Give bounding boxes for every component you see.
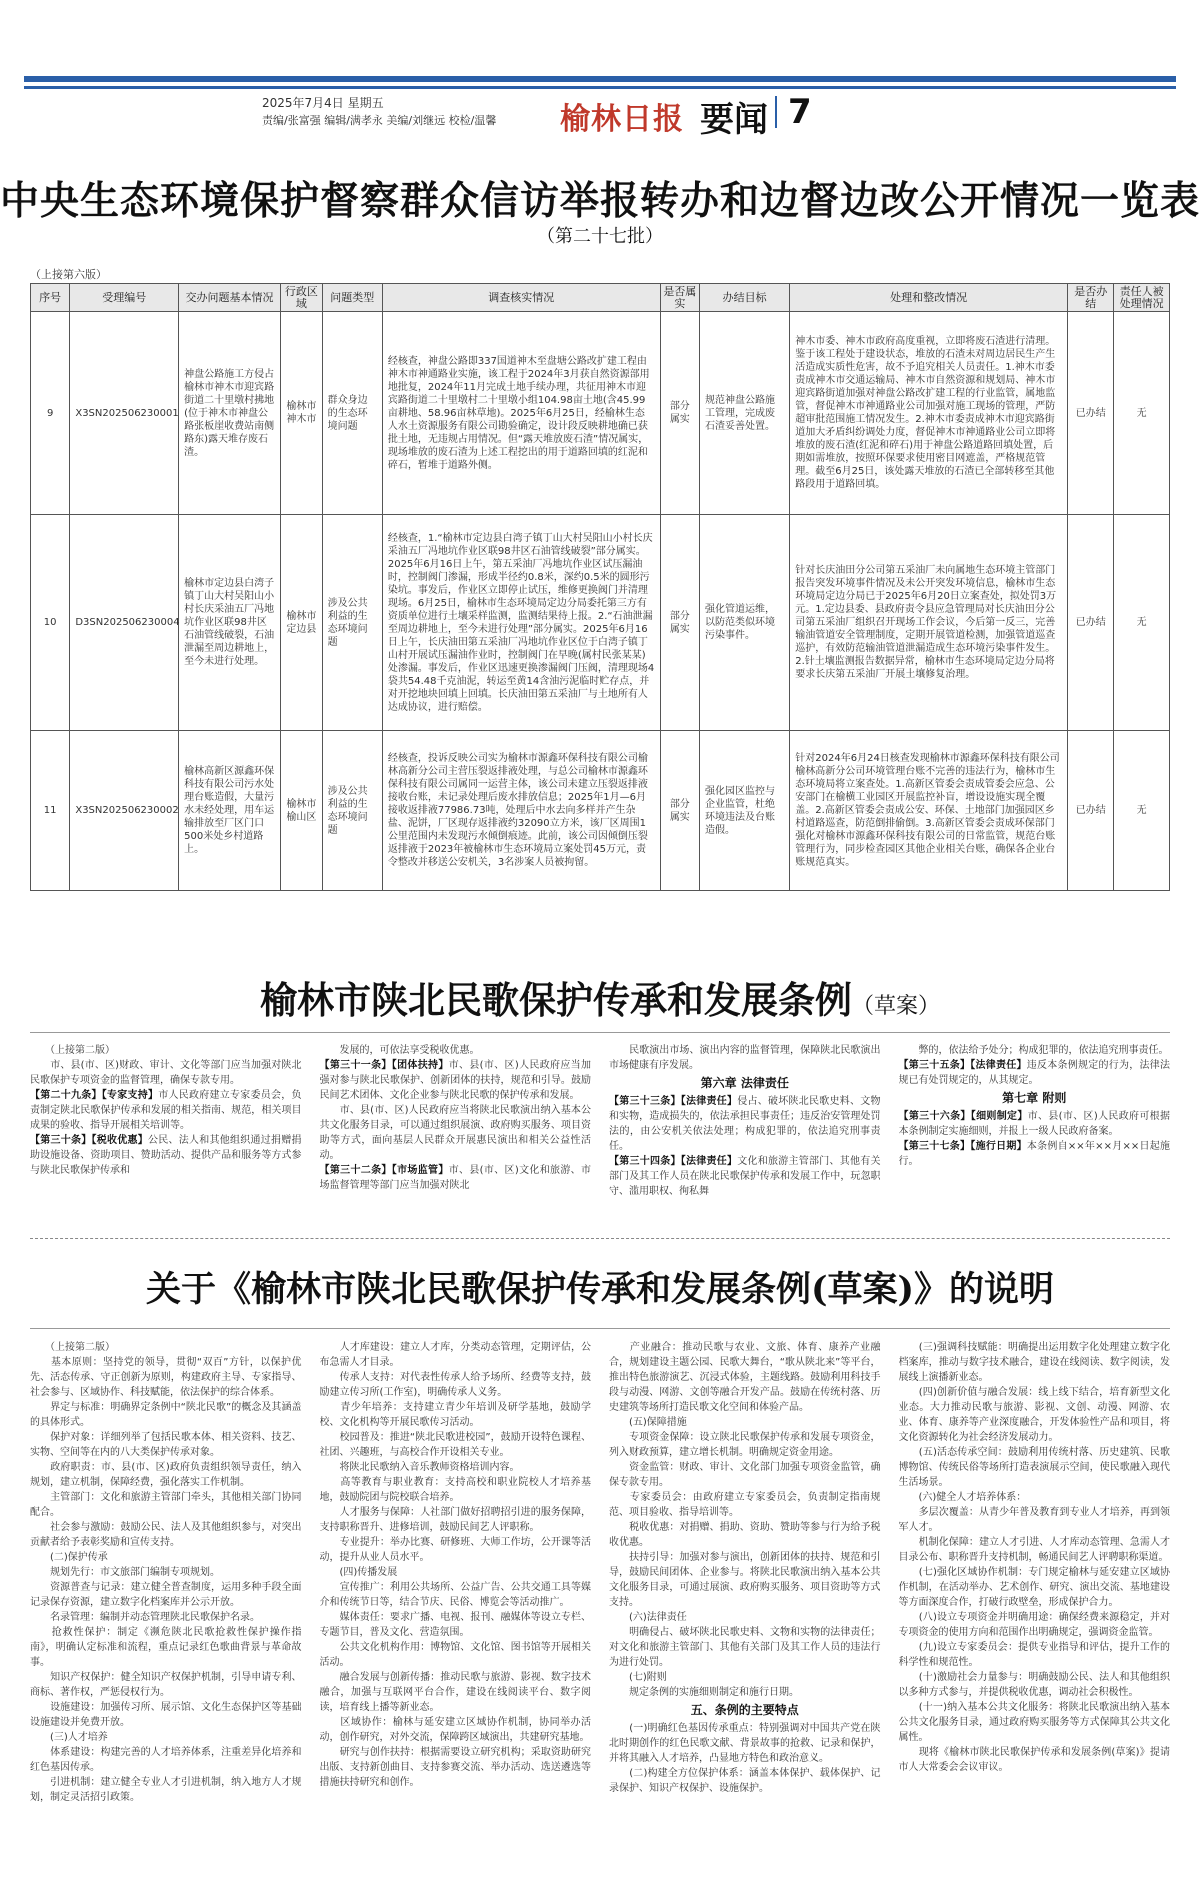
- paragraph: （上接第二版）: [30, 1045, 115, 1056]
- paragraph: 第六章 法律责任: [700, 1076, 789, 1090]
- table-row: [31, 731, 1170, 891]
- paragraph: (六)法律责任: [609, 1612, 687, 1623]
- paragraph: (十一)纳入基本公共文化服务：将陕北民歌演出纳入基本公共文化服务目录，通过政府购买服务等方式保障其公共文化属性。: [898, 1702, 1170, 1743]
- paragraph: 【第三十六条】【细则制定】市、县(市、区)人民政府可根据本条例制定实施细则，并报上一级人民政府备案。: [898, 1111, 1170, 1137]
- paragraph: 公共文化机构作用：博物馆、文化馆、图书馆等开展相关活动。: [319, 1642, 591, 1668]
- cell-handling: 神木市委、神木市政府高度重视，立即将废石渣进行清理。鉴于该工程处于建设状态，堆放的石渣未对周边居民生产生活造成实质性危害，故不予追究相关人员责任。1.神木市委责成神木市交通运输局、神木市自然资源和规划局、神木市迎宾路街道加强对神盘公路改扩建工程的行业监管，属地监管，督促神木市神通路业公司加强对施工现场的管理，严防超审批范围施工情况发生。2.神木市委责成神木市迎宾路街道加大矛盾纠纷调处力度，督促神木市神通路业公司立即将堆放的废石渣(红泥和碎石)用于神盘公路道路回填处置，后期如需堆放，按照环保要求使用密目网遮盖，严格规范管理。截至6月25日，该处露天堆放的石渣已全部转移至其他路段用于道路回填。: [790, 312, 1068, 515]
- article2-column: [30, 1043, 302, 1228]
- paragraph: 市、县(市、区)人民政府应当将陕北民歌演出纳入基本公共文化服务目录，可以通过组织展演、政府购买服务、项目资助等方式，面向基层人民群众开展惠民演出和相关公益性活动。: [319, 1105, 591, 1161]
- cell-no: 11: [31, 731, 70, 891]
- article3-body: [30, 1340, 1170, 1880]
- paragraph: 将陕北民歌纳入音乐教师资格培训内容。: [319, 1462, 520, 1473]
- paragraph: 界定与标准：明确界定条例中“陕北民歌”的概念及其涵盖的具体形式。: [30, 1402, 302, 1428]
- paragraph: 媒体责任：要求广播、电视、报刊、融媒体等设立专栏、专题节目，普及文化、营造氛围。: [319, 1612, 591, 1638]
- paragraph: 人才库建设：建立人才库，分类动态管理，定期评估，公布急需人才目录。: [319, 1342, 591, 1368]
- paragraph: 资金监管：财政、审计、文化部门加强专项资金监管，确保专款专用。: [609, 1462, 881, 1488]
- paragraph: (七)附则: [609, 1672, 667, 1683]
- cell-verified: 部分属实: [660, 731, 699, 891]
- paragraph: 主管部门：文化和旅游主管部门牵头，其他相关部门协同配合。: [30, 1492, 302, 1518]
- paragraph: 【第三十四条】【法律责任】文化和旅游主管部门、其他有关部门及其工作人员在陕北民歌保护传承和发展工作中，玩忽职守、滥用职权、徇私舞: [609, 1156, 881, 1197]
- article2-title-main: 榆林市陕北民歌保护传承和发展条例: [259, 979, 852, 1022]
- paragraph: 税收优惠：对捐赠、捐助、资助、赞助等参与行为给予税收优惠。: [609, 1522, 881, 1548]
- cell-punished: 无: [1114, 731, 1170, 891]
- paragraph: (二)构建全方位保护体系：涵盖本体保护、载体保护、记录保护、知识产权保护、设施保护。: [609, 1768, 881, 1794]
- paragraph: 设施建设：加强传习所、展示馆、文化生态保护区等基础设施建设并免费开放。: [30, 1702, 302, 1728]
- masthead-separator: [775, 96, 777, 128]
- article2-column: [609, 1043, 881, 1228]
- cell-punished: 无: [1114, 312, 1170, 515]
- col-header: 交办问题基本情况: [179, 284, 281, 312]
- paragraph: 【第三十一条】【团体扶持】市、县(市、区)人民政府应当加强对参与陕北民歌保护、创新团体的扶持，规范和引导。鼓励民间艺术团体、文化企业参与陕北民歌的保护传承和发展。: [319, 1060, 591, 1101]
- article1-continued-note: （上接第六版）: [30, 268, 107, 281]
- cell-findings: 经核查，投诉反映公司实为榆林市源鑫环保科技有限公司榆林高新分公司主营压裂返排液处理，与总公司榆林市源鑫环保科技有限公司属同一运营主体，该公司未建立压裂返排液接收台账，未记录处理后废水排放信息；2025年1月—6月接收返排液77986.73吨，处理后中水去向多样并产生杂盐、泥饼，厂区现存返排液约32090立方米，该厂区周围1公里范围内未发现污水倾倒痕迹。此前，该公司因倾倒压裂返排液于2023年被榆林市生态环境局立案处罚45万元，责令整改并移送公安机关，3名涉案人员被拘留。: [382, 731, 660, 891]
- paragraph: 体系建设：构建完善的人才培养体系，注重差异化培养和红色基因传承。: [30, 1747, 302, 1773]
- paragraph: 专家委员会：由政府建立专家委员会，负责制定指南规范、项目验收、指导培训等。: [609, 1492, 881, 1518]
- section-name: 要闻: [700, 100, 768, 140]
- paragraph: (七)强化区域协作机制：专门规定榆林与延安建立区域协作机制，在活动举办、艺术创作、研究、演出交流、基地建设等方面深度合作，打破行政壁垒，形成保护合力。: [898, 1567, 1170, 1608]
- newspaper-logo: 榆林日报: [560, 102, 684, 137]
- paragraph: 扶持引导：加强对参与演出，创新团体的扶持、规范和引导，鼓励民间团体、企业参与。将陕北民歌演出纳入基本公共文化服务目录，可通过展演、政府购买服务、项目资助等方式支持。: [609, 1552, 881, 1608]
- paragraph: 高等教育与职业教育：支持高校和职业院校人才培养基地，鼓励院团与院校联合培养。: [319, 1477, 591, 1503]
- section-divider: [30, 1238, 1170, 1239]
- col-header: 调查核实情况: [382, 284, 660, 312]
- paragraph: 抢救性保护：制定《濒危陕北民歌抢救性保护操作指南》，明确认定标准和流程，重点记录红色歌曲背景与革命故事。: [30, 1627, 302, 1668]
- cell-verified: 部分属实: [660, 312, 699, 515]
- paragraph: 知识产权保护：健全知识产权保护机制，引导申请专利、商标、著作权，严惩侵权行为。: [30, 1672, 302, 1698]
- paragraph: 宣传推广：利用公共场所、公益广告、公共交通工具等媒介和传统节日等，结合节庆、民俗、博览会等活动推广。: [319, 1582, 591, 1608]
- table-header-row: [31, 284, 1170, 312]
- cell-verified: 部分属实: [660, 515, 699, 731]
- cell-issue: 榆林市定边县白湾子镇丁山大村吴阳山小村长庆采油五厂冯地坑作业区联98井区石油管线破裂，石油泄漏至周边耕地上，至今未进行处理。: [179, 515, 281, 731]
- paragraph: 【第三十七条】【施行日期】本条例自××年××月××日起施行。: [898, 1141, 1170, 1167]
- paragraph: 传承人支持：对代表性传承人给予场所、经费等支持，鼓励建立传习所(工作室)，明确传承人义务。: [319, 1372, 591, 1398]
- cell-goal: 规范神盘公路施工管理，完成废石渣妥善处置。: [699, 312, 789, 515]
- cell-handling: 针对长庆油田分公司第五采油厂未向属地生态环境主管部门报告突发环境事件情况及未公开突发环境信息，榆林市生态环境局定边分局已于2025年6月20日立案查处，拟处罚3万元。1.定边县委、县政府责令县应急管理局对长庆油田分公司第五采油厂组织召开现场工作会议，今后第一反三，完善输油管道安全管理制度，定期开展管道检测，加强管道巡查巡护，有效防范输油管道泄漏造成生态环境污染事件发生。2.针土壤监测报告数据异常，榆林市生态环境局定边分局将要求长庆第五采油厂开展土壤修复治理。: [790, 515, 1068, 731]
- article2-column: [320, 1043, 592, 1228]
- paragraph: (六)健全人才培养体系：: [898, 1492, 1027, 1503]
- cell-goal: 强化园区监控与企业监管，杜绝环境违法及台账造假。: [699, 731, 789, 891]
- paragraph: (三)强调科技赋能：明确提出运用数字化处理建立数字化档案库，推动与数字技术融合，建设在线阅读、数字阅读，发展线上演播新业态。: [898, 1342, 1170, 1383]
- col-header: 行政区域: [281, 284, 323, 312]
- paragraph: 【第三十五条】【法律责任】违反本条例规定的行为，法律法规已有处罚规定的，从其规定。: [898, 1060, 1170, 1086]
- paragraph: 【第三十三条】【法律责任】侵占、破坏陕北民歌史料、文物和实物，造成损失的，依法承担民事责任；违反治安管理处罚法的，由公安机关依法处理；构成犯罪的，依法追究刑事责任。: [609, 1096, 881, 1152]
- article3-column: [30, 1340, 302, 1880]
- cell-region: 榆林市榆山区: [281, 731, 323, 891]
- cell-type: 涉及公共利益的生态环境问题: [322, 515, 382, 731]
- paragraph: 产业融合：推动民歌与农业、文旅、体育、康养产业融合，规划建设主题公园、民歌大舞台，“歌从陕北来”等平台，推出特色旅游演艺、沉浸式体验，主题线路。鼓励利用科技手段与动漫、网游、文创等融合开发产品。鼓励在传统村落、历史建筑等场所打造民歌文化空间和体验产品。: [609, 1342, 881, 1413]
- top-rule-thin: [24, 86, 1176, 89]
- article2-body: [30, 1043, 1170, 1228]
- col-header: 是否办结: [1068, 284, 1114, 312]
- col-header: 是否属实: [660, 284, 699, 312]
- paragraph: (九)设立专家委员会：提供专业指导和评估，提升工作的科学性和规范性。: [898, 1642, 1170, 1668]
- paragraph: 引进机制：建立健全专业人才引进机制，纳入地方人才规划，制定灵活招引政策。: [30, 1777, 302, 1803]
- paragraph: 现将《榆林市陕北民歌保护传承和发展条例(草案)》提请市人大常委会会议审议。: [898, 1747, 1170, 1773]
- article1-title: 中央生态环境保护督察群众信访举报转办和边督边改公开情况一览表: [0, 179, 1200, 224]
- paragraph: 弊的，依法给予处分；构成犯罪的，依法追究刑事责任。: [898, 1045, 1169, 1056]
- paragraph: 【第三十条】【税收优惠】公民、法人和其他组织通过捐赠捐助设施设备、资助项目、赞助活动、提供产品和服务等方式参与陕北民歌保护传承和: [30, 1135, 302, 1176]
- cell-no: 9: [31, 312, 70, 515]
- cell-no: 10: [31, 515, 70, 731]
- col-header: 处理和整改情况: [790, 284, 1068, 312]
- paragraph: 研究与创作扶持：根据需要设立研究机构；采取资助研究出版、支持新创曲目、支持参赛交流、举办活动、选送遴选等措施扶持研究和创作。: [319, 1747, 591, 1788]
- cell-region: 榆林市神木市: [281, 312, 323, 515]
- paragraph: 名录管理：编制并动态管理陕北民歌保护名录。: [30, 1612, 260, 1623]
- col-header: 受理编号: [70, 284, 179, 312]
- paragraph: 机制化保障：建立人才引进、人才库动态管理、急需人才目录公布、职称晋升支持机制，畅通民间艺人评聘职称渠道。: [898, 1537, 1170, 1563]
- cell-closed: 已办结: [1068, 731, 1114, 891]
- table-row: [31, 515, 1170, 731]
- cell-punished: 无: [1114, 515, 1170, 731]
- paragraph: 资源普查与记录：建立健全普查制度，运用多种手段全面记录保存资源，建立数字化档案库并公示开放。: [30, 1582, 302, 1608]
- page-number: 7: [788, 92, 812, 132]
- table-row: [31, 312, 1170, 515]
- paragraph: 规定条例的实施细则制定和施行日期。: [609, 1687, 799, 1698]
- cell-handling: 针对2024年6月24日核查发现榆林市源鑫环保科技有限公司榆林高新分公司环境管理台账不完善的违法行为，榆林市生态环境局将立案查处。1.高新区管委会责成管委会应急、公安部门在榆横工业园区开展监控补盲，增设设施实现全覆盖。2.高新区管委会责成公安、环保、土地部门加强园区乡村道路巡查，防范倒排偷倒。3.高新区管委会责成环保部门强化对榆林市源鑫环保科技有限公司的日常监管，规范台账管理行为，同步检查园区其他企业相关台账，确保各企业台账规范真实。: [790, 731, 1068, 891]
- col-header: 序号: [31, 284, 70, 312]
- paragraph: (二)保护传承: [30, 1552, 108, 1563]
- paragraph: 规划先行：市文旅部门编制专项规划。: [30, 1567, 220, 1578]
- paragraph: 专项资金保障：设立陕北民歌保护传承和发展专项资金，列入财政预算，建立增长机制。明确规定资金用途。: [609, 1432, 881, 1458]
- paragraph: (五)活态传承空间：鼓励利用传统村落、历史建筑、民歌博物馆、传统民俗等场所打造表演展示空间，使民歌融入现代生活场景。: [898, 1447, 1170, 1488]
- paragraph: （上接第二版）: [30, 1342, 115, 1353]
- cell-code: X3SN202506230002: [70, 731, 179, 891]
- article2-column: [899, 1043, 1171, 1228]
- cell-type: 群众身边的生态环境问题: [322, 312, 382, 515]
- article3-column: [320, 1340, 592, 1880]
- paragraph: 青少年培养：支持建立青少年培训及研学基地，鼓励学校、文化机构等开展民歌传习活动。: [319, 1402, 591, 1428]
- complaint-table: [30, 283, 1170, 891]
- paragraph: 民歌演出市场、演出内容的监督管理，保障陕北民歌演出市场健康有序发展。: [609, 1045, 881, 1071]
- paragraph: 保护对象：详细列举了包括民歌本体、相关资料、技艺、实物、空间等在内的八大类保护传承对象。: [30, 1432, 302, 1458]
- article3-column: [899, 1340, 1171, 1880]
- cell-issue: 榆林高新区源鑫环保科技有限公司污水处理台账造假，大量污水未经处理，用车运输排放至厂区门口500米处乡村道路上。: [179, 731, 281, 891]
- article2-rule: [30, 1032, 1170, 1033]
- paragraph: (一)明确红色基因传承重点：特别强调对中国共产党在陕北时期创作的红色民歌文献、背景故事的抢救、记录和保护，并将其融入人才培养，凸显地方特色和政治意义。: [609, 1723, 881, 1764]
- paragraph: (五)保障措施: [609, 1417, 687, 1428]
- cell-closed: 已办结: [1068, 515, 1114, 731]
- paragraph: 人才服务与保障：人社部门做好招聘招引进的服务保障，支持职称晋升、进修培训，鼓励民间艺人评职称。: [319, 1507, 591, 1533]
- paragraph: 【第二十九条】【专家支持】市人民政府建立专家委员会，负责制定陕北民歌保护传承和发展的相关指南、规范，相关项目成果的验收、指导开展相关培训等。: [30, 1090, 302, 1131]
- cell-type: 涉及公共利益的生态环境问题: [322, 731, 382, 891]
- paragraph: 第七章 附则: [1002, 1091, 1067, 1105]
- top-rule: [24, 76, 1176, 82]
- article3-rule: [30, 1328, 1170, 1329]
- paragraph: 【第三十二条】【市场监管】市、县(市、区)文化和旅游、市场监督管理等部门应当加强对陕北: [319, 1165, 591, 1191]
- article2-title: [0, 970, 1200, 1024]
- paragraph: 政府职责：市、县(市、区)政府负责组织领导责任，纳入规划，建立机制，保障经费，强化落实工作机制。: [30, 1462, 302, 1488]
- paragraph: (四)传播发展: [319, 1567, 398, 1578]
- masthead: [0, 92, 1200, 140]
- paragraph: 市、县(市、区)财政、审计、文化等部门应当加强对陕北民歌保护专项资金的监督管理，确保专款专用。: [30, 1060, 302, 1086]
- col-header: 责任人被处理情况: [1114, 284, 1170, 312]
- paragraph: 融合发展与创新传播：推动民歌与旅游、影视、数字技术融合，加强与互联网平台合作，建设在线阅读平台、数字阅读，培育线上播等新业态。: [319, 1672, 591, 1713]
- paragraph: (十)激励社会力量参与：明确鼓励公民、法人和其他组织以多种方式参与，并提供税收优惠，调动社会积极性。: [898, 1672, 1170, 1698]
- cell-code: D3SN202506230004: [70, 515, 179, 731]
- cell-findings: 经核查，神盘公路即337国道神木至盘塘公路改扩建工程由神木市神通路业实施，该工程于2024年3月获自然资源部用地批复，2024年11月完成土地手续办理，共征用神木市迎宾路街道二十里墩村二十里墩小组104.98亩土地(含45.99亩耕地、58.96亩林草地)。2025年6月25日，经榆林生态人水土资源服务有限公司勘验确定，设计段反映耕地确已获批土地，无违规占用情况。但“露天堆放废石渣”情况属实，现场堆放的废石渣为上述工程挖出的用于道路回填的红泥和碎石，暂堆于道路外侧。: [382, 312, 660, 515]
- cell-code: X3SN202506230001: [70, 312, 179, 515]
- paragraph: 社会参与激励：鼓励公民、法人及其他组织参与，对突出贡献者给予表彰奖励和宣传支持。: [30, 1522, 302, 1548]
- paragraph: (八)设立专项资金并明确用途：确保经费来源稳定，并对专项资金的使用方向和范围作出明确规定，强调资金监管。: [898, 1612, 1170, 1638]
- paragraph: 基本原则：坚持党的领导，贯彻“双百”方针，以保护优先、活态传承、守正创新为原则，构建政府主导、专家指导、社会参与、区域协作、科技赋能，依法保护的综合体系。: [30, 1357, 302, 1398]
- paragraph: 发展的，可依法享受税收优惠。: [319, 1045, 480, 1056]
- paragraph: 明确侵占、破坏陕北民歌史料、文物和实物的法律责任；对文化和旅游主管部门、其他有关部门及其工作人员的违法行为进行处罚。: [609, 1627, 881, 1668]
- col-header: 办结目标: [699, 284, 789, 312]
- cell-closed: 已办结: [1068, 312, 1114, 515]
- article1-subtitle: （第二十七批）: [537, 226, 663, 247]
- paragraph: 校园普及：推进“陕北民歌进校园”，鼓励开设特色课程、社团、兴趣班，与高校合作开设相关专业。: [319, 1432, 591, 1458]
- cell-issue: 神盘公路施工方侵占榆林市神木市迎宾路街道二十里墩村拂地(位于神木市神盘公路张板崖收费站南侧路东)露天堆存废石渣。: [179, 312, 281, 515]
- paragraph: 区域协作：榆林与延安建立区域协作机制，协同举办活动，创作研究，对外交流，保障跨区域演出，共建研究基地。: [319, 1717, 591, 1743]
- cell-findings: 经核查，1.“榆林市定边县白湾子镇丁山大村吴阳山小村长庆采油五厂冯地坑作业区联98井区石油管线破裂”部分属实。2025年6月16日上午，第五采油厂冯地坑作业区试压漏油时，控制阀门渗漏，形成半径约0.8米，深约0.5米的圆形污染坑。事发后，作业区立即停止试压，维修更换阀门并清理现场。6月25日，榆林市生态环境局定边分局委托第三方有资质单位进行土壤采样监测，监测结果待上报。2.“石油泄漏至周边耕地上，至今未进行处理”部分属实。2025年6月16日上午，长庆油田第五采油厂冯地坑作业区位于白湾子镇丁山村开展试压漏油作业时，控制阀门在早晚(属村民张某某)处渗漏。事发后，作业区迅速更换渗漏阀门压阀，清理现场4袋共54.48千克油泥，转运至黄14含油污泥临时贮存点，并对开挖地块回填上回填。长庆油田第五采油厂与土地所有人达成协议，进行赔偿。: [382, 515, 660, 731]
- article3-column: [609, 1340, 881, 1880]
- cell-region: 榆林市定边县: [281, 515, 323, 731]
- article3-title: 关于《榆林市陕北民歌保护传承和发展条例(草案)》的说明: [145, 1269, 1055, 1310]
- issue-date: 2025年7月4日 星期五: [262, 96, 384, 110]
- paragraph: 多层次覆盖：从青少年普及教育到专业人才培养，再到领军人才。: [898, 1507, 1170, 1533]
- paragraph: (四)创新价值与融合发展：线上线下结合，培育新型文化业态。大力推动民歌与旅游、影视、文创、动漫、网游、农业、体育、康养等产业深度融合，开发体验性产品和项目，将文化资源转化为社会经济发展动力。: [898, 1387, 1170, 1443]
- paragraph: 五、条例的主要特点: [690, 1703, 799, 1717]
- paragraph: (三)人才培养: [30, 1732, 108, 1743]
- editor-credits: 责编/张富强 编辑/满孝永 美编/刘继远 校检/温馨: [262, 114, 497, 127]
- paragraph: 专业提升：举办比赛、研修班、大师工作坊，公开课等活动，提升从业人员水平。: [319, 1537, 591, 1563]
- cell-goal: 强化管道运维，以防范类似环境污染事件。: [699, 515, 789, 731]
- col-header: 问题类型: [322, 284, 382, 312]
- article2-title-suffix: （草案）: [851, 994, 940, 1019]
